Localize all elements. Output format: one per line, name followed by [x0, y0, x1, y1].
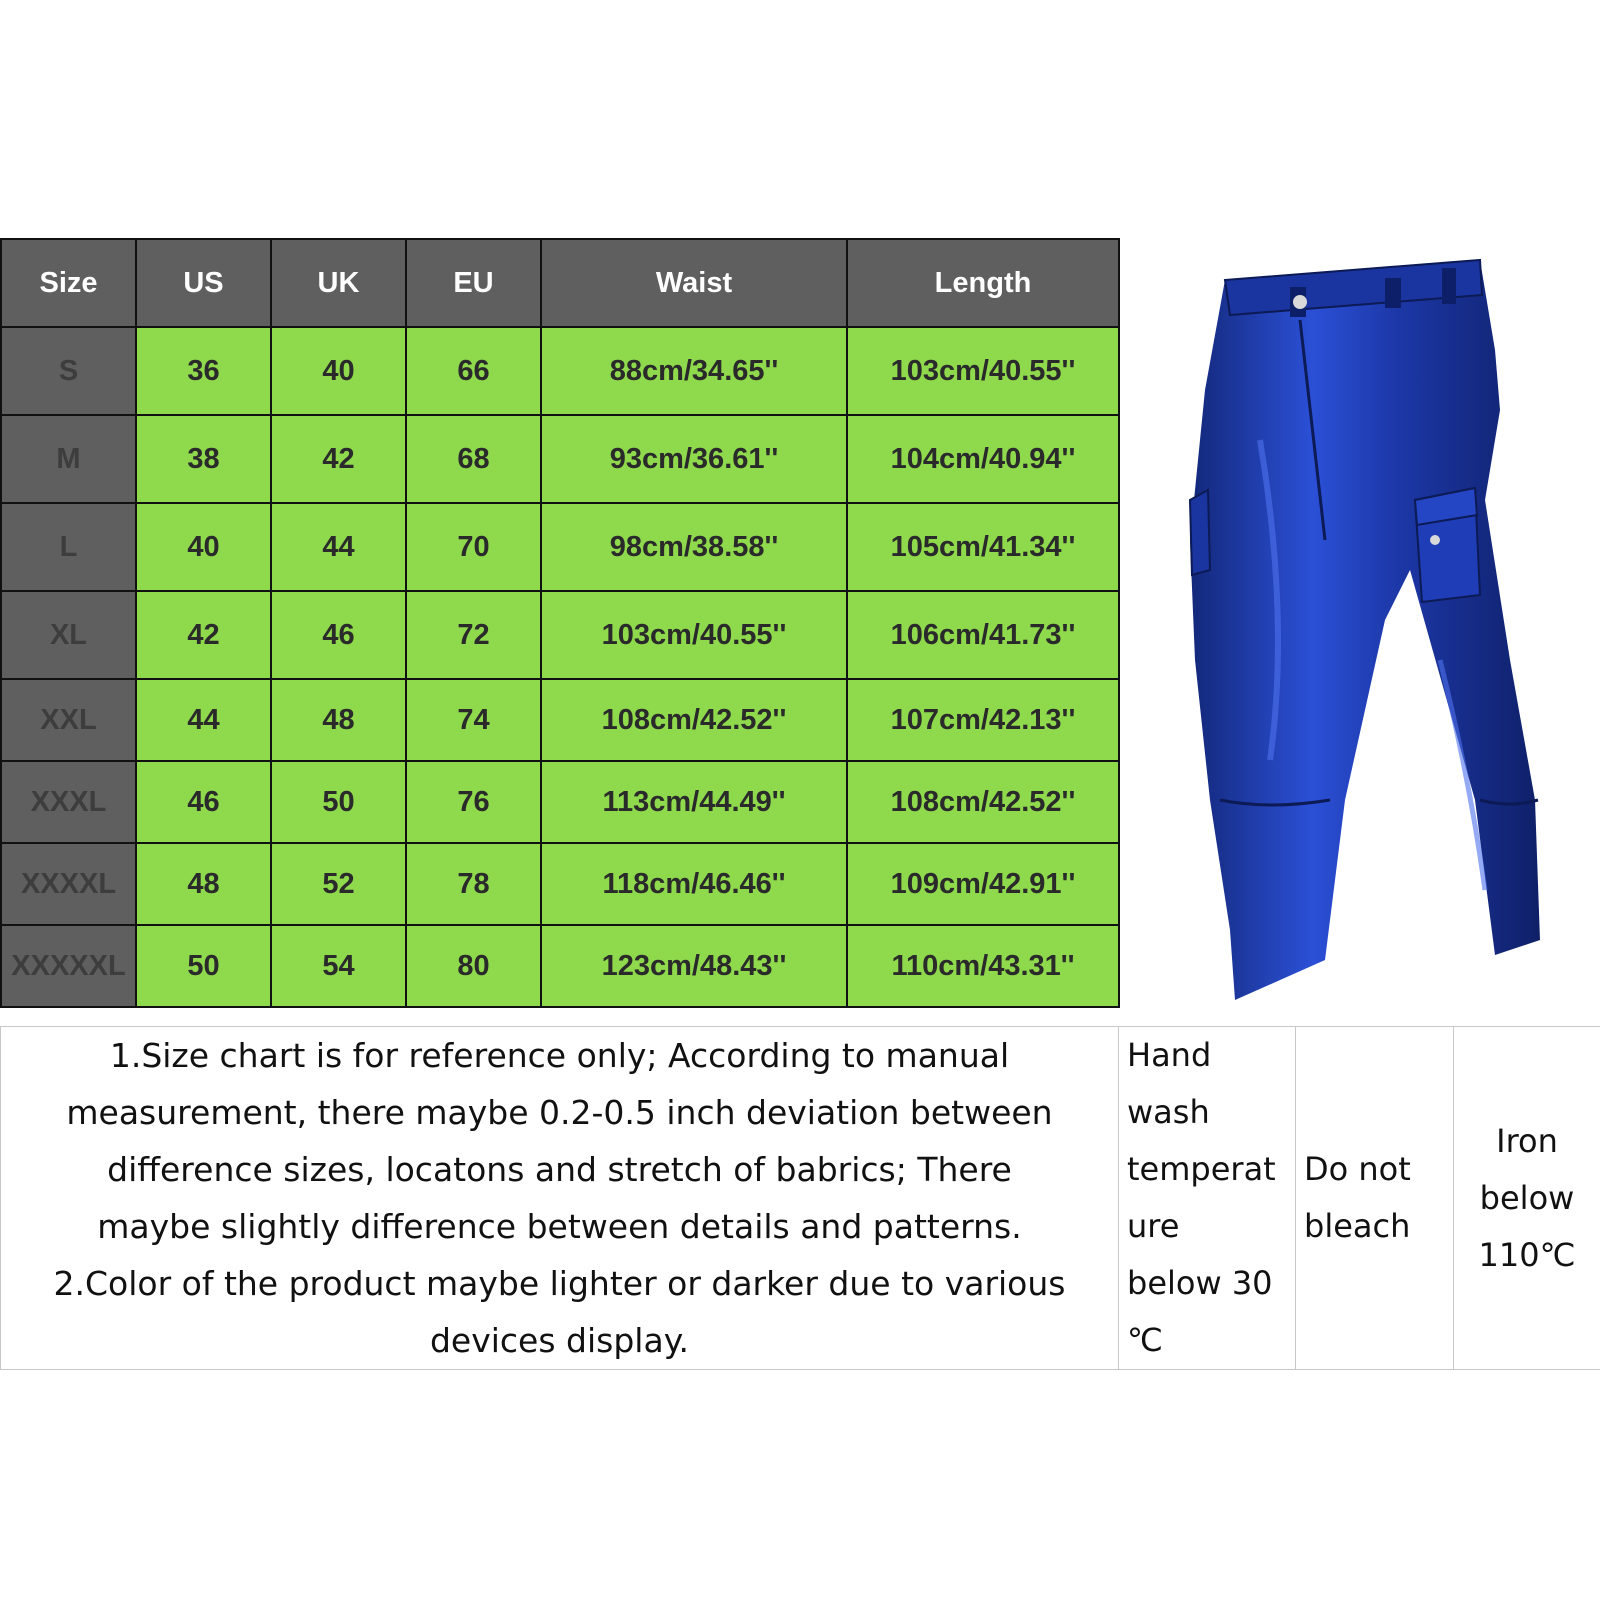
size-cell: XXXXXL	[1, 925, 136, 1007]
care-line: Do not	[1304, 1150, 1411, 1188]
us-cell: 48	[136, 843, 271, 925]
uk-cell: 48	[271, 679, 406, 761]
care-line: below 30	[1127, 1264, 1273, 1302]
size-cell: XL	[1, 591, 136, 679]
table-row	[1, 503, 1119, 591]
us-cell: 50	[136, 925, 271, 1007]
waist-cell: 118cm/46.46''	[541, 843, 847, 925]
waist-cell: 98cm/38.58''	[541, 503, 847, 591]
size-cell: XXXL	[1, 761, 136, 843]
note-line: difference sizes, locatons and stretch of babrics; There	[107, 1150, 1012, 1189]
eu-cell: 74	[406, 679, 541, 761]
length-cell: 108cm/42.52''	[847, 761, 1119, 843]
table-row	[1, 843, 1119, 925]
length-cell: 109cm/42.91''	[847, 843, 1119, 925]
uk-cell: 46	[271, 591, 406, 679]
note-line: 1.Size chart is for reference only; According to manual	[109, 1036, 1010, 1075]
length-cell: 103cm/40.55''	[847, 327, 1119, 415]
us-cell: 36	[136, 327, 271, 415]
table-row	[1, 327, 1119, 415]
length-cell: 104cm/40.94''	[847, 415, 1119, 503]
care-line: wash	[1127, 1093, 1210, 1131]
size-chart-header-row	[1, 239, 1119, 327]
care-hand-wash	[1119, 1027, 1296, 1370]
size-cell: L	[1, 503, 136, 591]
waist-cell: 123cm/48.43''	[541, 925, 847, 1007]
size-cell: S	[1, 327, 136, 415]
table-row	[1, 679, 1119, 761]
uk-cell: 52	[271, 843, 406, 925]
us-cell: 46	[136, 761, 271, 843]
care-line: ure	[1127, 1207, 1180, 1245]
uk-cell: 42	[271, 415, 406, 503]
us-cell: 44	[136, 679, 271, 761]
eu-cell: 78	[406, 843, 541, 925]
eu-cell: 68	[406, 415, 541, 503]
length-cell: 105cm/41.34''	[847, 503, 1119, 591]
length-cell: 110cm/43.31''	[847, 925, 1119, 1007]
care-line: Iron	[1496, 1121, 1558, 1160]
care-line: bleach	[1304, 1207, 1411, 1245]
care-no-bleach	[1296, 1027, 1454, 1370]
uk-cell: 40	[271, 327, 406, 415]
care-line: ℃	[1127, 1321, 1163, 1359]
care-line: Hand	[1127, 1036, 1212, 1074]
waist-cell: 108cm/42.52''	[541, 679, 847, 761]
note-line: maybe slightly difference between details and patterns.	[97, 1207, 1022, 1246]
uk-cell: 50	[271, 761, 406, 843]
header-us: US	[136, 239, 271, 327]
care-line: below	[1479, 1178, 1575, 1217]
header-length: Length	[847, 239, 1119, 327]
header-uk: UK	[271, 239, 406, 327]
notes-table	[0, 1026, 1600, 1370]
us-cell: 40	[136, 503, 271, 591]
note-line: measurement, there maybe 0.2-0.5 inch deviation between	[66, 1093, 1053, 1132]
care-line: 110℃	[1478, 1235, 1576, 1274]
pants-icon	[1190, 260, 1540, 1000]
eu-cell: 72	[406, 591, 541, 679]
eu-cell: 80	[406, 925, 541, 1007]
length-cell: 107cm/42.13''	[847, 679, 1119, 761]
us-cell: 38	[136, 415, 271, 503]
care-iron	[1454, 1027, 1600, 1370]
table-row	[1, 591, 1119, 679]
header-waist: Waist	[541, 239, 847, 327]
leather-pants-image	[1150, 240, 1560, 1020]
uk-cell: 44	[271, 503, 406, 591]
uk-cell: 54	[271, 925, 406, 1007]
note-line: devices display.	[429, 1321, 690, 1360]
table-row	[1, 415, 1119, 503]
eu-cell: 70	[406, 503, 541, 591]
care-line: temperat	[1127, 1150, 1276, 1188]
eu-cell: 66	[406, 327, 541, 415]
note-line: 2.Color of the product maybe lighter or darker due to various	[53, 1264, 1066, 1303]
size-cell: M	[1, 415, 136, 503]
eu-cell: 76	[406, 761, 541, 843]
waist-cell: 93cm/36.61''	[541, 415, 847, 503]
us-cell: 42	[136, 591, 271, 679]
header-eu: EU	[406, 239, 541, 327]
waist-cell: 88cm/34.65''	[541, 327, 847, 415]
table-row	[1, 925, 1119, 1007]
waist-cell: 113cm/44.49''	[541, 761, 847, 843]
size-cell: XXXXL	[1, 843, 136, 925]
size-cell: XXL	[1, 679, 136, 761]
waist-cell: 103cm/40.55''	[541, 591, 847, 679]
table-row	[1, 761, 1119, 843]
length-cell: 106cm/41.73''	[847, 591, 1119, 679]
size-notes	[1, 1027, 1119, 1370]
size-chart-table	[0, 238, 1120, 1008]
header-size: Size	[1, 239, 136, 327]
